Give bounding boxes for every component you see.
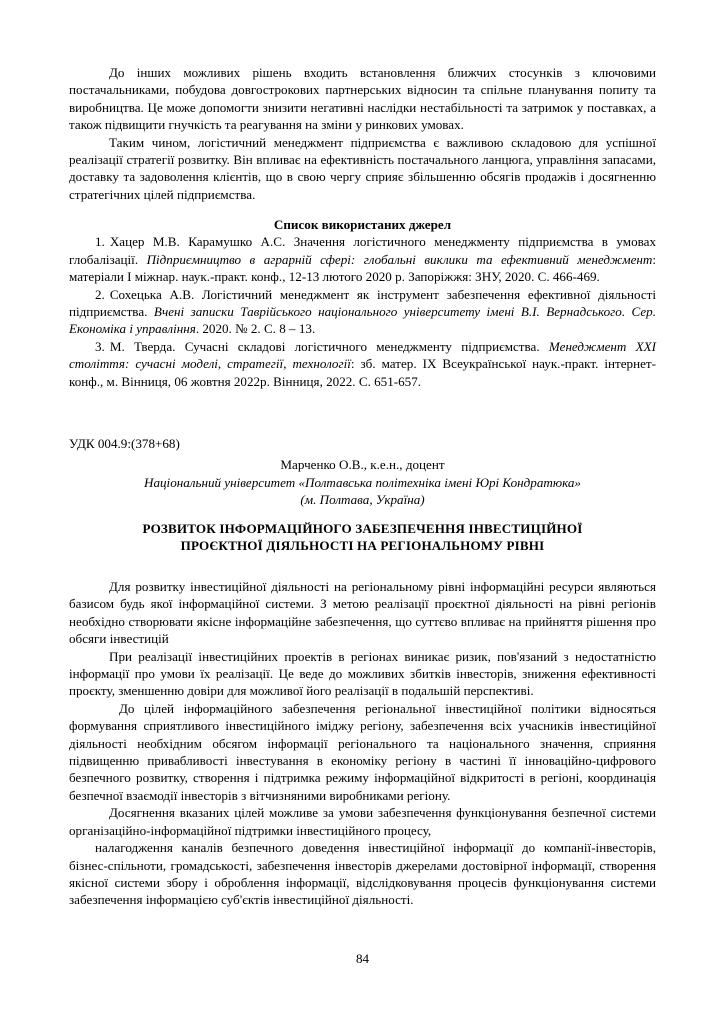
paragraph: налагодження каналів безпечного доведення інвестиційної інформації до компанії-інвесторів, бізнес-спільноти, громадськості, забезпечення інвесторів джерелами достовірної інформації, створення якісної системи збору і оброблення інформації, відслідковування процесів функціонування системи забезпечення інформацією суб'єктів інвестиційної діяльності. bbox=[69, 840, 656, 908]
article-metadata bbox=[69, 435, 656, 509]
paragraph: Для розвитку інвестиційної діяльності на регіональному рівні інформаційні ресурси являються базисом будь якої інформаційної системи. З метою реалізації проєктної діяльності на рівні регіонів необхідно створювати якісне інформаційне забезпечення, що суттєво впливає на прийняття рішення про обсяги інвестицій bbox=[69, 579, 656, 647]
reference-source-title: Вчені записки Таврійського національного університету імені В.І. Вернадського. Сер. Економіка і управління bbox=[69, 304, 656, 337]
previous-article-tail bbox=[69, 64, 656, 203]
reference-item bbox=[69, 233, 656, 285]
reference-source-title: Менеджмент ХХІ століття: сучасні моделі, стратегії, технології bbox=[69, 338, 656, 372]
reference-item bbox=[69, 286, 656, 338]
references-section bbox=[69, 216, 656, 390]
paragraph: До інших можливих рішень входить встановлення ближчих стосунків з ключовими постачальниками, побудова довгострокових партнерських відносин та спільне планування попиту та виробництва. Це може допомогти знизити негативні наслідки нестабільності та затримок у поставках, а також підвищити гнучкість та реагування на зміни у ринкових умовах. bbox=[69, 65, 656, 133]
references-heading: Список використаних джерел bbox=[273, 217, 452, 232]
page-title-line-1: РОЗВИТОК ІНФОРМАЦІЙНОГО ЗАБЕЗПЕЧЕННЯ ІНВЕСТИЦІЙНОЇ bbox=[142, 521, 583, 536]
page-content-area bbox=[69, 0, 656, 1024]
location-line: (м. Полтава, Україна) bbox=[300, 492, 425, 508]
reference-text-before-italic: М. Тверда. Сучасні складові логістичного менеджменту підприємства. bbox=[109, 338, 549, 354]
author-line: Марченко О.В., к.е.н., доцент bbox=[280, 457, 445, 473]
paragraph: При реалізації інвестиційних проектів в регіонах виникає ризик, пов'язаний з недостатністю інформації про умови їх реалізації. Це веде до можливих збитків інвесторів, зниження ефективності проєкту, зменшенню довіри для можливої його реалізації в подальшій перспективі. bbox=[69, 648, 656, 699]
reference-text-before-italic: Сохецька А.В. Логістичний менеджмент як інструмент забезпечення ефективної діяльності підприємства. bbox=[69, 286, 656, 320]
page-title-line-2: ПРОЄКТНОЇ ДІЯЛЬНОСТІ НА РЕГІОНАЛЬНОМУ РІВНІ bbox=[180, 538, 545, 554]
reference-number: 1. bbox=[95, 234, 105, 250]
page-number: 84 bbox=[355, 951, 370, 966]
reference-text-after-italic: . 2020. № 2. С. 8 – 13. bbox=[195, 321, 316, 337]
reference-text-after-italic: : зб. матер. ІХ Всеукраїнської наук.-практ. інтернет-конф., м. Вінниця, 06 жовтня 2022р. Вінниця, 2022. С. 651-657. bbox=[69, 356, 656, 389]
reference-text-before-italic: Хацер М.В. Карамушко А.С. Значення логістичного менеджменту підприємства в умовах глобалізації. bbox=[69, 234, 656, 267]
reference-source-title: Підприємництво в аграрній сфері: глобальні виклики та ефективний менеджмент bbox=[146, 251, 653, 267]
article-title bbox=[69, 520, 656, 555]
udc-code: УДК 004.9:(378+68) bbox=[69, 436, 180, 451]
paragraph: До цілей інформаційного забезпечення регіональної інвестиційної політики відносяться формування сприятливого інвестиційного іміджу регіону, забезпечення всіх учасників інвестиційної діяльності необхідним обсягом інформації регіонального та національного значення, сприяння підвищенню привабливості інвестування в економіку регіону в частині її інноваційно-цифрового безпечного розвитку, створення і підтримка режиму інформаційної відкритості в регіоні, координація безпечної взаємодії інвесторів з вітчизняними виробниками регіону. bbox=[69, 700, 656, 803]
article-body bbox=[69, 578, 656, 909]
reference-number: 2. bbox=[95, 286, 105, 302]
affiliation-line: Національний університет «Полтавська політехніка імені Юрі Кондратюка» bbox=[144, 474, 581, 490]
reference-text-after-italic: : матеріали І міжнар. наук.-практ. конф., 12-13 лютого 2020 р. Запоріжжя: ЗНУ, 2020. С. 466-469. bbox=[69, 251, 656, 285]
paragraph: Таким чином, логістичний менеджмент підприємства є важливою складовою для успішної реалізації стратегії розвитку. Він впливає на ефективність постачального ланцюга, управління запасами, доставку та задоволення клієнтів, що в свою чергу сприяє збільшенню обсягів продажів і досягненню стратегічних цілей підприємства. bbox=[69, 134, 656, 202]
paragraph: Досягнення вказаних цілей можливе за умови забезпечення функціонування безпечної системи організаційно-інформаційної підтримки інвестиційного процесу, bbox=[69, 805, 656, 838]
reference-number: 3. bbox=[95, 338, 105, 354]
reference-item bbox=[69, 338, 656, 390]
